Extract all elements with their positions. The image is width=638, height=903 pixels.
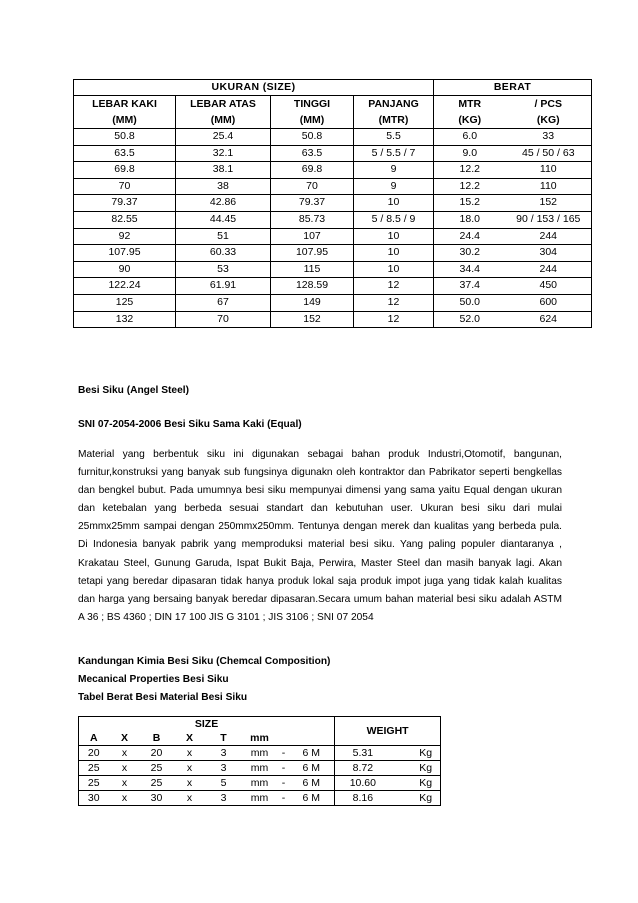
col-header-lebar-atas: LEBAR ATAS — [176, 96, 271, 113]
table-cell: - — [279, 791, 289, 806]
table-cell: 10 — [354, 228, 434, 245]
weight-header: WEIGHT — [335, 717, 441, 746]
table-cell: 6 M — [289, 776, 335, 791]
table-row — [74, 294, 592, 311]
table-cell: 70 — [176, 311, 271, 328]
table-cell: 33 — [506, 129, 592, 146]
col-header-panjang: PANJANG — [354, 96, 434, 113]
heading-sni-standard: SNI 07-2054-2006 Besi Siku Sama Kaki (Equal) — [78, 419, 302, 430]
table-cell: 70 — [271, 178, 354, 195]
table-cell: 38.1 — [176, 162, 271, 179]
ukuran-group-header: UKURAN (SIZE) — [74, 80, 434, 96]
table-cell: 600 — [506, 294, 592, 311]
table-cell: - — [279, 761, 289, 776]
table-cell: 115 — [271, 261, 354, 278]
table-cell: 6 M — [289, 791, 335, 806]
table-cell: 70 — [74, 178, 176, 195]
table-row — [74, 261, 592, 278]
table-cell: 107 — [271, 228, 354, 245]
table-row — [74, 162, 592, 179]
table-cell: Kg — [391, 746, 441, 761]
table-cell: 92 — [74, 228, 176, 245]
table-cell: 8.16 — [335, 791, 391, 806]
table-row — [74, 311, 592, 328]
table-cell: 152 — [506, 195, 592, 212]
table-cell: 5 / 5.5 / 7 — [354, 145, 434, 162]
col-header-b: B — [141, 731, 173, 746]
table-cell: mm — [241, 791, 279, 806]
table-cell: 128.59 — [271, 278, 354, 295]
table-cell: - — [279, 776, 289, 791]
table-row — [79, 776, 441, 791]
table-cell: 110 — [506, 178, 592, 195]
table-cell: 152 — [271, 311, 354, 328]
table-cell: 450 — [506, 278, 592, 295]
heading-weight-table: Tabel Berat Besi Material Besi Siku — [78, 692, 248, 703]
table-cell: 30 — [141, 791, 173, 806]
table-cell: 6.0 — [434, 129, 506, 146]
table-cell: 63.5 — [271, 145, 354, 162]
table-cell: 50.0 — [434, 294, 506, 311]
table-cell: 25 — [79, 761, 109, 776]
table-cell: 32.1 — [176, 145, 271, 162]
table-cell: 34.4 — [434, 261, 506, 278]
table-cell: 3 — [207, 746, 241, 761]
heading-mechanical-properties: Mecanical Properties Besi Siku — [78, 674, 229, 685]
table-cell: 85.73 — [271, 211, 354, 228]
table-cell: 9 — [354, 178, 434, 195]
table-cell: 61.91 — [176, 278, 271, 295]
table-row — [79, 761, 441, 776]
table-cell: 12 — [354, 294, 434, 311]
table-cell: 45 / 50 / 63 — [506, 145, 592, 162]
table-cell: 79.37 — [271, 195, 354, 212]
table-cell: 149 — [271, 294, 354, 311]
table-cell: x — [109, 791, 141, 806]
table-cell: 25 — [141, 776, 173, 791]
table-cell: 10 — [354, 261, 434, 278]
table-cell: 125 — [74, 294, 176, 311]
table-cell: 5 — [207, 776, 241, 791]
table-cell: 10 — [354, 195, 434, 212]
table-cell: 107.95 — [271, 245, 354, 262]
col-header-mm: mm — [241, 731, 279, 746]
header-spacer — [279, 731, 289, 746]
table-row — [74, 129, 592, 146]
table-row — [74, 178, 592, 195]
angle-steel-size-table — [73, 79, 592, 328]
table-cell: 9.0 — [434, 145, 506, 162]
table-cell: 50.8 — [271, 129, 354, 146]
table-cell: 30.2 — [434, 245, 506, 262]
table-row — [74, 145, 592, 162]
table-cell: 10.60 — [335, 776, 391, 791]
table-cell: mm — [241, 746, 279, 761]
table-cell: mm — [241, 776, 279, 791]
table-cell: 12.2 — [434, 178, 506, 195]
table-cell: 6 M — [289, 761, 335, 776]
table-cell: - — [279, 746, 289, 761]
table-cell: 3 — [207, 761, 241, 776]
table-cell: x — [173, 746, 207, 761]
col-header-t: T — [207, 731, 241, 746]
table-cell: 122.24 — [74, 278, 176, 295]
angle-steel-table-body — [74, 129, 592, 328]
table-cell: 79.37 — [74, 195, 176, 212]
table-cell: 304 — [506, 245, 592, 262]
description-paragraph: Material yang berbentuk siku ini digunakan sebagai bahan produk Industri,Otomotif, bangunan, furnitur,konstruksi yang banyak sub fungsinya digunakn oleh kontraktor dan Pabrikator seperti bengkellas dan bengkel bubut. Pada umumnya besi siku mempunyai dimensi yang sama yaitu Equal dengan ukuran dan ketebalan yang berbeda sesuai standart dan kebutuhan user. Ukuran besi siku dari mulai 25mmx25mm sampai dengan 250mmx250mm. Tentunya dengan merek dan kualitas yang berbeda pula. Di Indonesia banyak pabrik yang memproduksi material besi siku. Yang paling populer diantaranya , Krakatau Steel, Gunung Garuda, Ispat Bukit Baja, Perwira, Master Steel dan masih banyak lagi. Akan tetapi yang beredar dipasaran tidak hanya produk lokal saja produk impot juga yang tidak kalah kualitas dan harga yang bersaing banyak beredar dipasaran.Secara umum bahan material besi siku adalah ASTM A 36 ; BS 4360 ; DIN 17 100 JIS G 3101 ; JIS 3106 ; SNI 07 2054 — [78, 449, 562, 623]
table-cell: Kg — [391, 791, 441, 806]
table-cell: x — [173, 776, 207, 791]
table-cell: 107.95 — [74, 245, 176, 262]
table-cell: Kg — [391, 776, 441, 791]
table-row — [74, 195, 592, 212]
berat-group-header: BERAT — [434, 80, 592, 96]
col-unit-lebar-kaki: (MM) — [74, 112, 176, 129]
table-cell: 50.8 — [74, 129, 176, 146]
table-row — [79, 791, 441, 806]
col-header-lebar-kaki: LEBAR KAKI — [74, 96, 176, 113]
col-header-tinggi: TINGGI — [271, 96, 354, 113]
table-cell: 244 — [506, 261, 592, 278]
table-cell: mm — [241, 761, 279, 776]
table-cell: 82.55 — [74, 211, 176, 228]
table-cell: 624 — [506, 311, 592, 328]
table-cell: 60.33 — [176, 245, 271, 262]
table-cell: 42.86 — [176, 195, 271, 212]
table-cell: 52.0 — [434, 311, 506, 328]
table-cell: 18.0 — [434, 211, 506, 228]
table-cell: 30 — [79, 791, 109, 806]
table-cell: 12.2 — [434, 162, 506, 179]
heading-besi-siku: Besi Siku (Angel Steel) — [78, 385, 189, 396]
table-row — [79, 746, 441, 761]
table-cell: 6 M — [289, 746, 335, 761]
table-cell: 25 — [141, 761, 173, 776]
col-header-x1: X — [109, 731, 141, 746]
table-cell: 5.31 — [335, 746, 391, 761]
size-header: SIZE — [79, 717, 335, 732]
table-cell: 51 — [176, 228, 271, 245]
table-cell: 8.72 — [335, 761, 391, 776]
col-unit-mtr: (KG) — [434, 112, 506, 129]
table-row — [74, 245, 592, 262]
table-row — [74, 211, 592, 228]
table-cell: x — [173, 761, 207, 776]
table-cell: 9 — [354, 162, 434, 179]
table-cell: 37.4 — [434, 278, 506, 295]
table-cell: 132 — [74, 311, 176, 328]
col-unit-tinggi: (MM) — [271, 112, 354, 129]
table-cell: 90 / 153 / 165 — [506, 211, 592, 228]
table-row — [74, 228, 592, 245]
table-cell: 20 — [141, 746, 173, 761]
weight-table — [78, 716, 441, 806]
table-cell: 25 — [79, 776, 109, 791]
table-cell: 63.5 — [74, 145, 176, 162]
header-spacer — [289, 731, 335, 746]
table-cell: 12 — [354, 311, 434, 328]
table-cell: x — [109, 776, 141, 791]
table-cell: 12 — [354, 278, 434, 295]
table-cell: Kg — [391, 761, 441, 776]
table-cell: 25.4 — [176, 129, 271, 146]
table-cell: x — [173, 791, 207, 806]
heading-chemical-composition: Kandungan Kimia Besi Siku (Chemcal Composition) — [78, 656, 331, 667]
col-header-a: A — [79, 731, 109, 746]
table-cell: 69.8 — [271, 162, 354, 179]
table-row — [74, 278, 592, 295]
table-cell: 38 — [176, 178, 271, 195]
col-unit-panjang: (MTR) — [354, 112, 434, 129]
col-unit-lebar-atas: (MM) — [176, 112, 271, 129]
table-cell: 53 — [176, 261, 271, 278]
table-cell: 5 / 8.5 / 9 — [354, 211, 434, 228]
table-cell: 69.8 — [74, 162, 176, 179]
table-cell: 90 — [74, 261, 176, 278]
col-header-x2: X — [173, 731, 207, 746]
table-cell: 15.2 — [434, 195, 506, 212]
col-unit-pcs: (KG) — [506, 112, 592, 129]
table-cell: 110 — [506, 162, 592, 179]
table-cell: 10 — [354, 245, 434, 262]
table-cell: 3 — [207, 791, 241, 806]
table-cell: 244 — [506, 228, 592, 245]
table-cell: 5.5 — [354, 129, 434, 146]
table-cell: 24.4 — [434, 228, 506, 245]
weight-table-body — [79, 746, 441, 806]
table-cell: x — [109, 746, 141, 761]
col-header-pcs: / PCS — [506, 96, 592, 113]
col-header-mtr: MTR — [434, 96, 506, 113]
table-cell: x — [109, 761, 141, 776]
table-cell: 44.45 — [176, 211, 271, 228]
table-cell: 67 — [176, 294, 271, 311]
table-cell: 20 — [79, 746, 109, 761]
